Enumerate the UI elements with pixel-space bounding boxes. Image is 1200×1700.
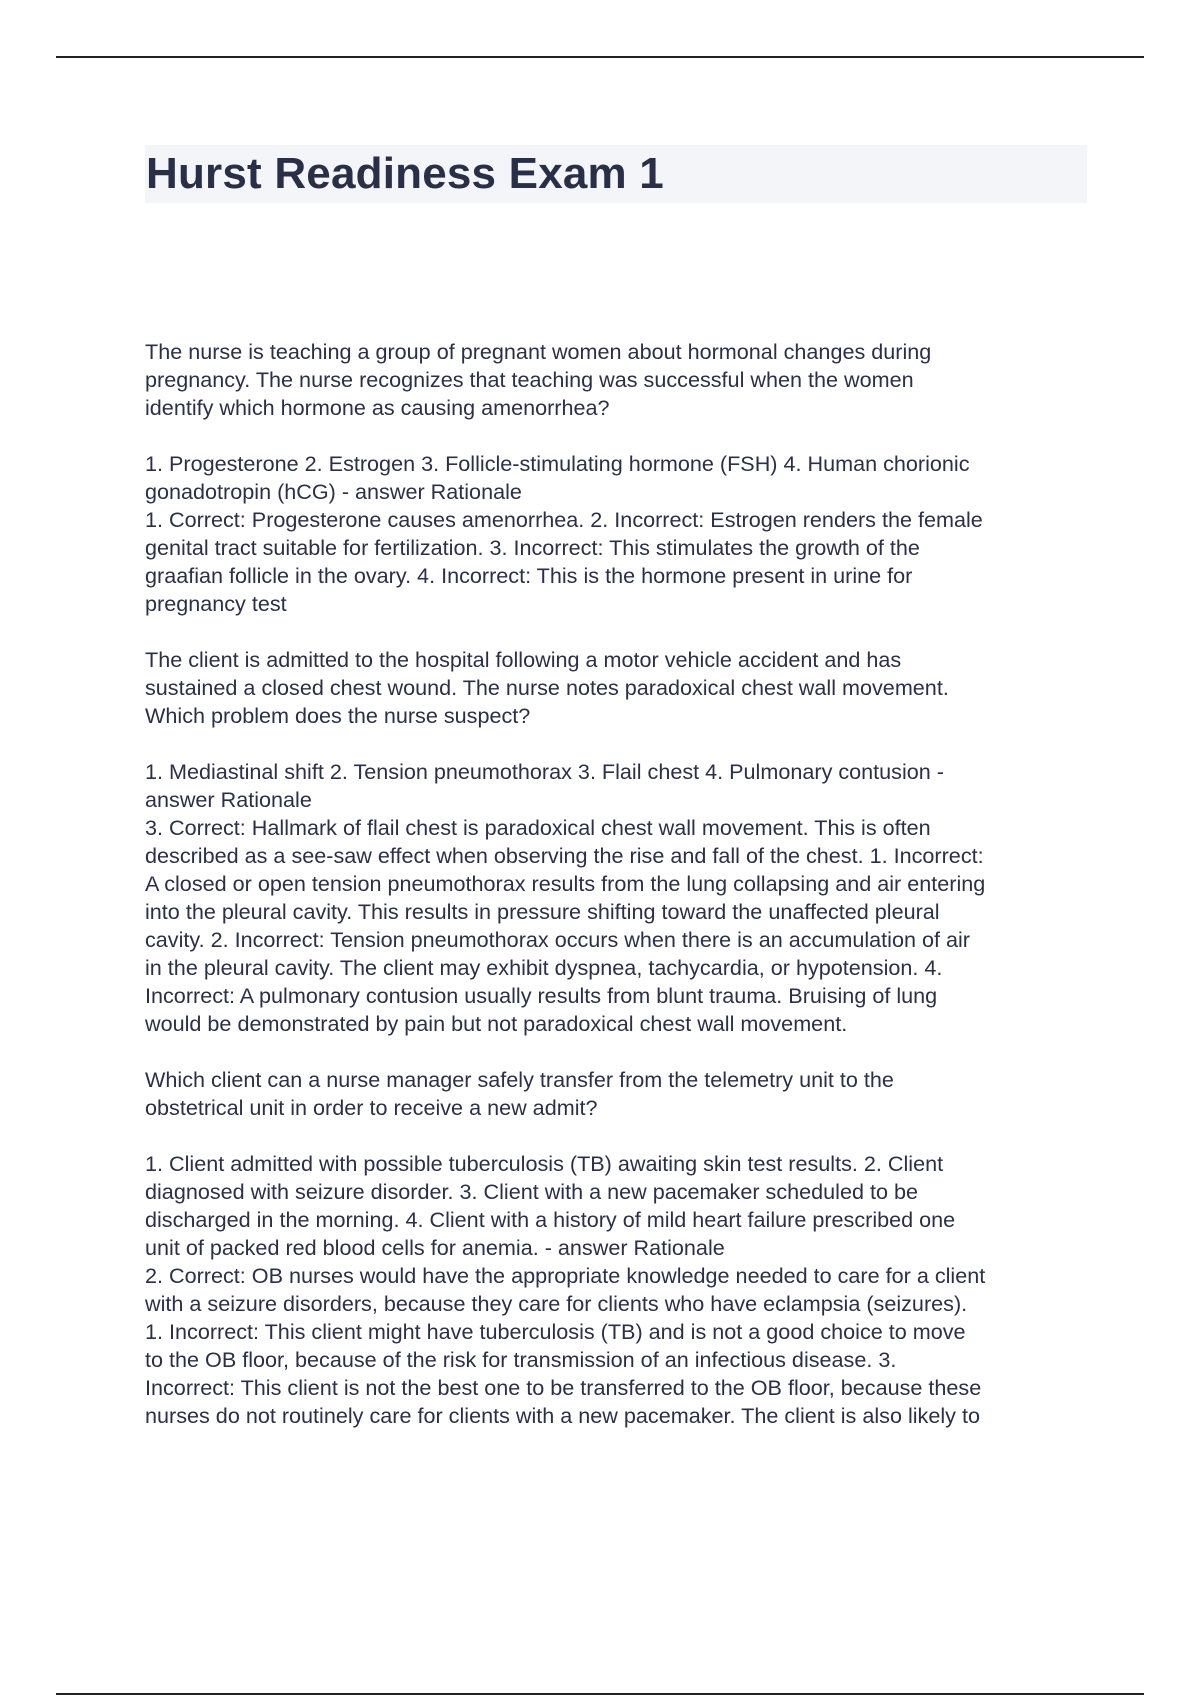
answer-3: 1. Client admitted with possible tuberculosis (TB) awaiting skin test results. 2. Client diagnosed with seizure disorder. 3. Client with a new pacemaker scheduled to be discharged in the morning. 4. Client with a history of mild heart failure prescribed one unit of packed red blood cells for anemia. - answer Rationale 2. Correct: OB nurses would have the appropriate knowledge needed to care for a client with a seizure disorders, because they care for clients who have eclampsia (seizures). 1. Incorrect: This client might have tuberculosis (TB) and is not a good choice to move to the OB floor, because of the risk for transmission of an infectious disease. 3. Incorrect: This client is not the best one to be transferred to the OB floor, because these nurses do not routinely care for clients with a new pacemaker. The client is also likely to	[145, 1151, 986, 1428]
answer-2: 1. Mediastinal shift 2. Tension pneumothorax 3. Flail chest 4. Pulmonary contusion - answer Rationale 3. Correct: Hallmark of flail chest is paradoxical chest wall movement. This is often described as a see-saw effect when observing the rise and fall of the chest. 1. Incorrect: A closed or open tension pneumothorax results from the lung collapsing and air entering into the pleural cavity. This results in pressure shifting toward the unaffected pleural cavity. 2. Incorrect: Tension pneumothorax occurs when there is an accumulation of air in the pleural cavity. The client may exhibit dyspnea, tachycardia, or hypotension. 4. Incorrect: A pulmonary contusion usually results from blunt trauma. Bruising of lung would be demonstrated by pain but not paradoxical chest wall movement.	[145, 759, 986, 1036]
question-1: The nurse is teaching a group of pregnant women about hormonal changes during pregnancy. The nurse recognizes that teaching was successful when the women identify which hormone as causing amenorrhea?	[145, 339, 932, 420]
bottom-divider	[56, 1693, 1144, 1695]
question-3: Which client can a nurse manager safely transfer from the telemetry unit to the obstetrical unit in order to receive a new admit?	[145, 1067, 894, 1120]
document-body	[145, 338, 1095, 1430]
page-title: Hurst Readiness Exam 1	[146, 149, 664, 198]
question-2: The client is admitted to the hospital following a motor vehicle accident and has sustained a closed chest wound. The nurse notes paradoxical chest wall movement. Which problem does the nurse suspect?	[145, 647, 949, 728]
top-divider	[56, 56, 1144, 58]
answer-1: 1. Progesterone 2. Estrogen 3. Follicle-stimulating hormone (FSH) 4. Human chorionic gonadotropin (hCG) - answer Rationale 1. Correct: Progesterone causes amenorrhea. 2. Incorrect: Estrogen renders the female genital tract suitable for fertilization. 3. Incorrect: This stimulates the growth of the graafian follicle in the ovary. 4. Incorrect: This is the hormone present in urine for pregnancy test	[145, 451, 983, 616]
